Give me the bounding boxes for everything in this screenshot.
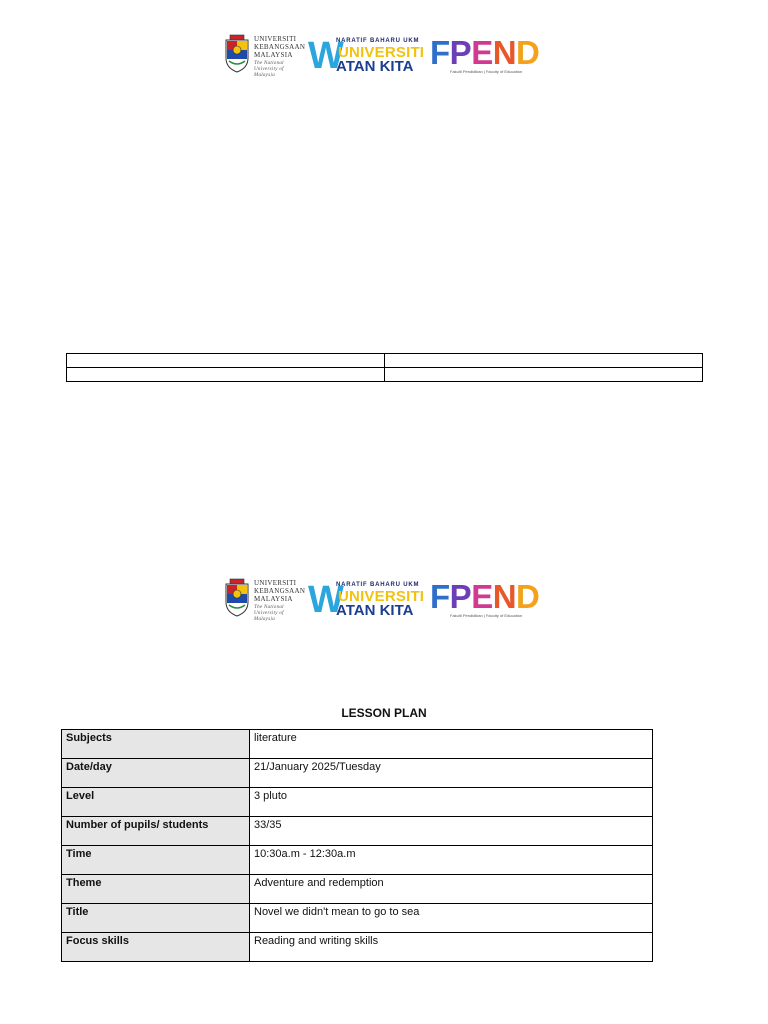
- row-value-title: Novel we didn't mean to go to sea: [250, 904, 653, 933]
- table-row: [62, 904, 653, 933]
- table-row: [62, 759, 653, 788]
- ukm-tagline: The National University of Malaysia: [254, 605, 284, 622]
- row-label-title: Title: [62, 904, 250, 933]
- row-label-subjects: Subjects: [62, 730, 250, 759]
- row-value-time: 10:30a.m - 12:30a.m: [250, 846, 653, 875]
- blank-table: [66, 353, 703, 382]
- header-logos: [224, 32, 546, 78]
- ukm-line3: MALAYSIA: [254, 595, 293, 603]
- universiti-watan-kita-logo: [308, 35, 426, 77]
- table-cell: [385, 368, 703, 382]
- row-value-number-of-pupils: 33/35: [250, 817, 653, 846]
- ukm-line1: UNIVERSITI: [254, 35, 297, 43]
- row-label-date-day: Date/day: [62, 759, 250, 788]
- uwk-w-mark: W: [308, 35, 344, 77]
- table-row: [67, 368, 703, 382]
- ukm-line3: MALAYSIA: [254, 51, 293, 59]
- table-row: [62, 875, 653, 904]
- fpend-logo: [430, 36, 546, 74]
- row-label-focus-skills: Focus skills: [62, 933, 250, 962]
- ukm-line2: KEBANGSAAN: [254, 587, 306, 595]
- ukm-tagline: The National University of Malaysia: [254, 61, 284, 78]
- row-label-time: Time: [62, 846, 250, 875]
- fpend-wordmark: FPEND: [430, 34, 540, 71]
- universiti-watan-kita-logo: [308, 579, 426, 621]
- table-row: [62, 817, 653, 846]
- uwk-small-text: NARATIF BAHARU UKM: [336, 582, 420, 588]
- uwk-line1: UNIVERSITI: [338, 44, 425, 61]
- fpend-subtitle: Fakulti Pendidikan | Faculty of Education: [450, 613, 523, 618]
- row-label-level: Level: [62, 788, 250, 817]
- fpend-subtitle: Fakulti Pendidikan | Faculty of Education: [450, 69, 523, 74]
- row-value-level: 3 pluto: [250, 788, 653, 817]
- table-row: [62, 933, 653, 962]
- table-row: [67, 354, 703, 368]
- table-row: [62, 730, 653, 759]
- uwk-line2: ATAN KITA: [336, 602, 414, 619]
- uwk-small-text: NARATIF BAHARU UKM: [336, 38, 420, 44]
- ukm-line2: KEBANGSAAN: [254, 43, 306, 51]
- ukm-logo: [224, 578, 304, 620]
- lesson-plan-heading: LESSON PLAN: [341, 706, 427, 720]
- fpend-wordmark: FPEND: [430, 578, 540, 615]
- row-value-subjects: literature: [250, 730, 653, 759]
- ukm-crest-icon: [224, 34, 250, 74]
- row-label-theme: Theme: [62, 875, 250, 904]
- table-row: [62, 846, 653, 875]
- uwk-w-mark: W: [308, 579, 344, 621]
- fpend-logo: [430, 580, 546, 618]
- uwk-line1: UNIVERSITI: [338, 588, 425, 605]
- ukm-line1: UNIVERSITI: [254, 579, 297, 587]
- ukm-crest-icon: [224, 578, 250, 618]
- table-row: [62, 788, 653, 817]
- table-cell: [385, 354, 703, 368]
- row-value-date-day: 21/January 2025/Tuesday: [250, 759, 653, 788]
- table-cell: [67, 354, 385, 368]
- row-value-theme: Adventure and redemption: [250, 875, 653, 904]
- row-label-number-of-pupils: Number of pupils/ students: [62, 817, 250, 846]
- ukm-logo: [224, 34, 304, 76]
- row-value-focus-skills: Reading and writing skills: [250, 933, 653, 962]
- table-cell: [67, 368, 385, 382]
- uwk-line2: ATAN KITA: [336, 58, 414, 75]
- lesson-plan-table: [61, 729, 653, 962]
- header-logos: [224, 576, 546, 622]
